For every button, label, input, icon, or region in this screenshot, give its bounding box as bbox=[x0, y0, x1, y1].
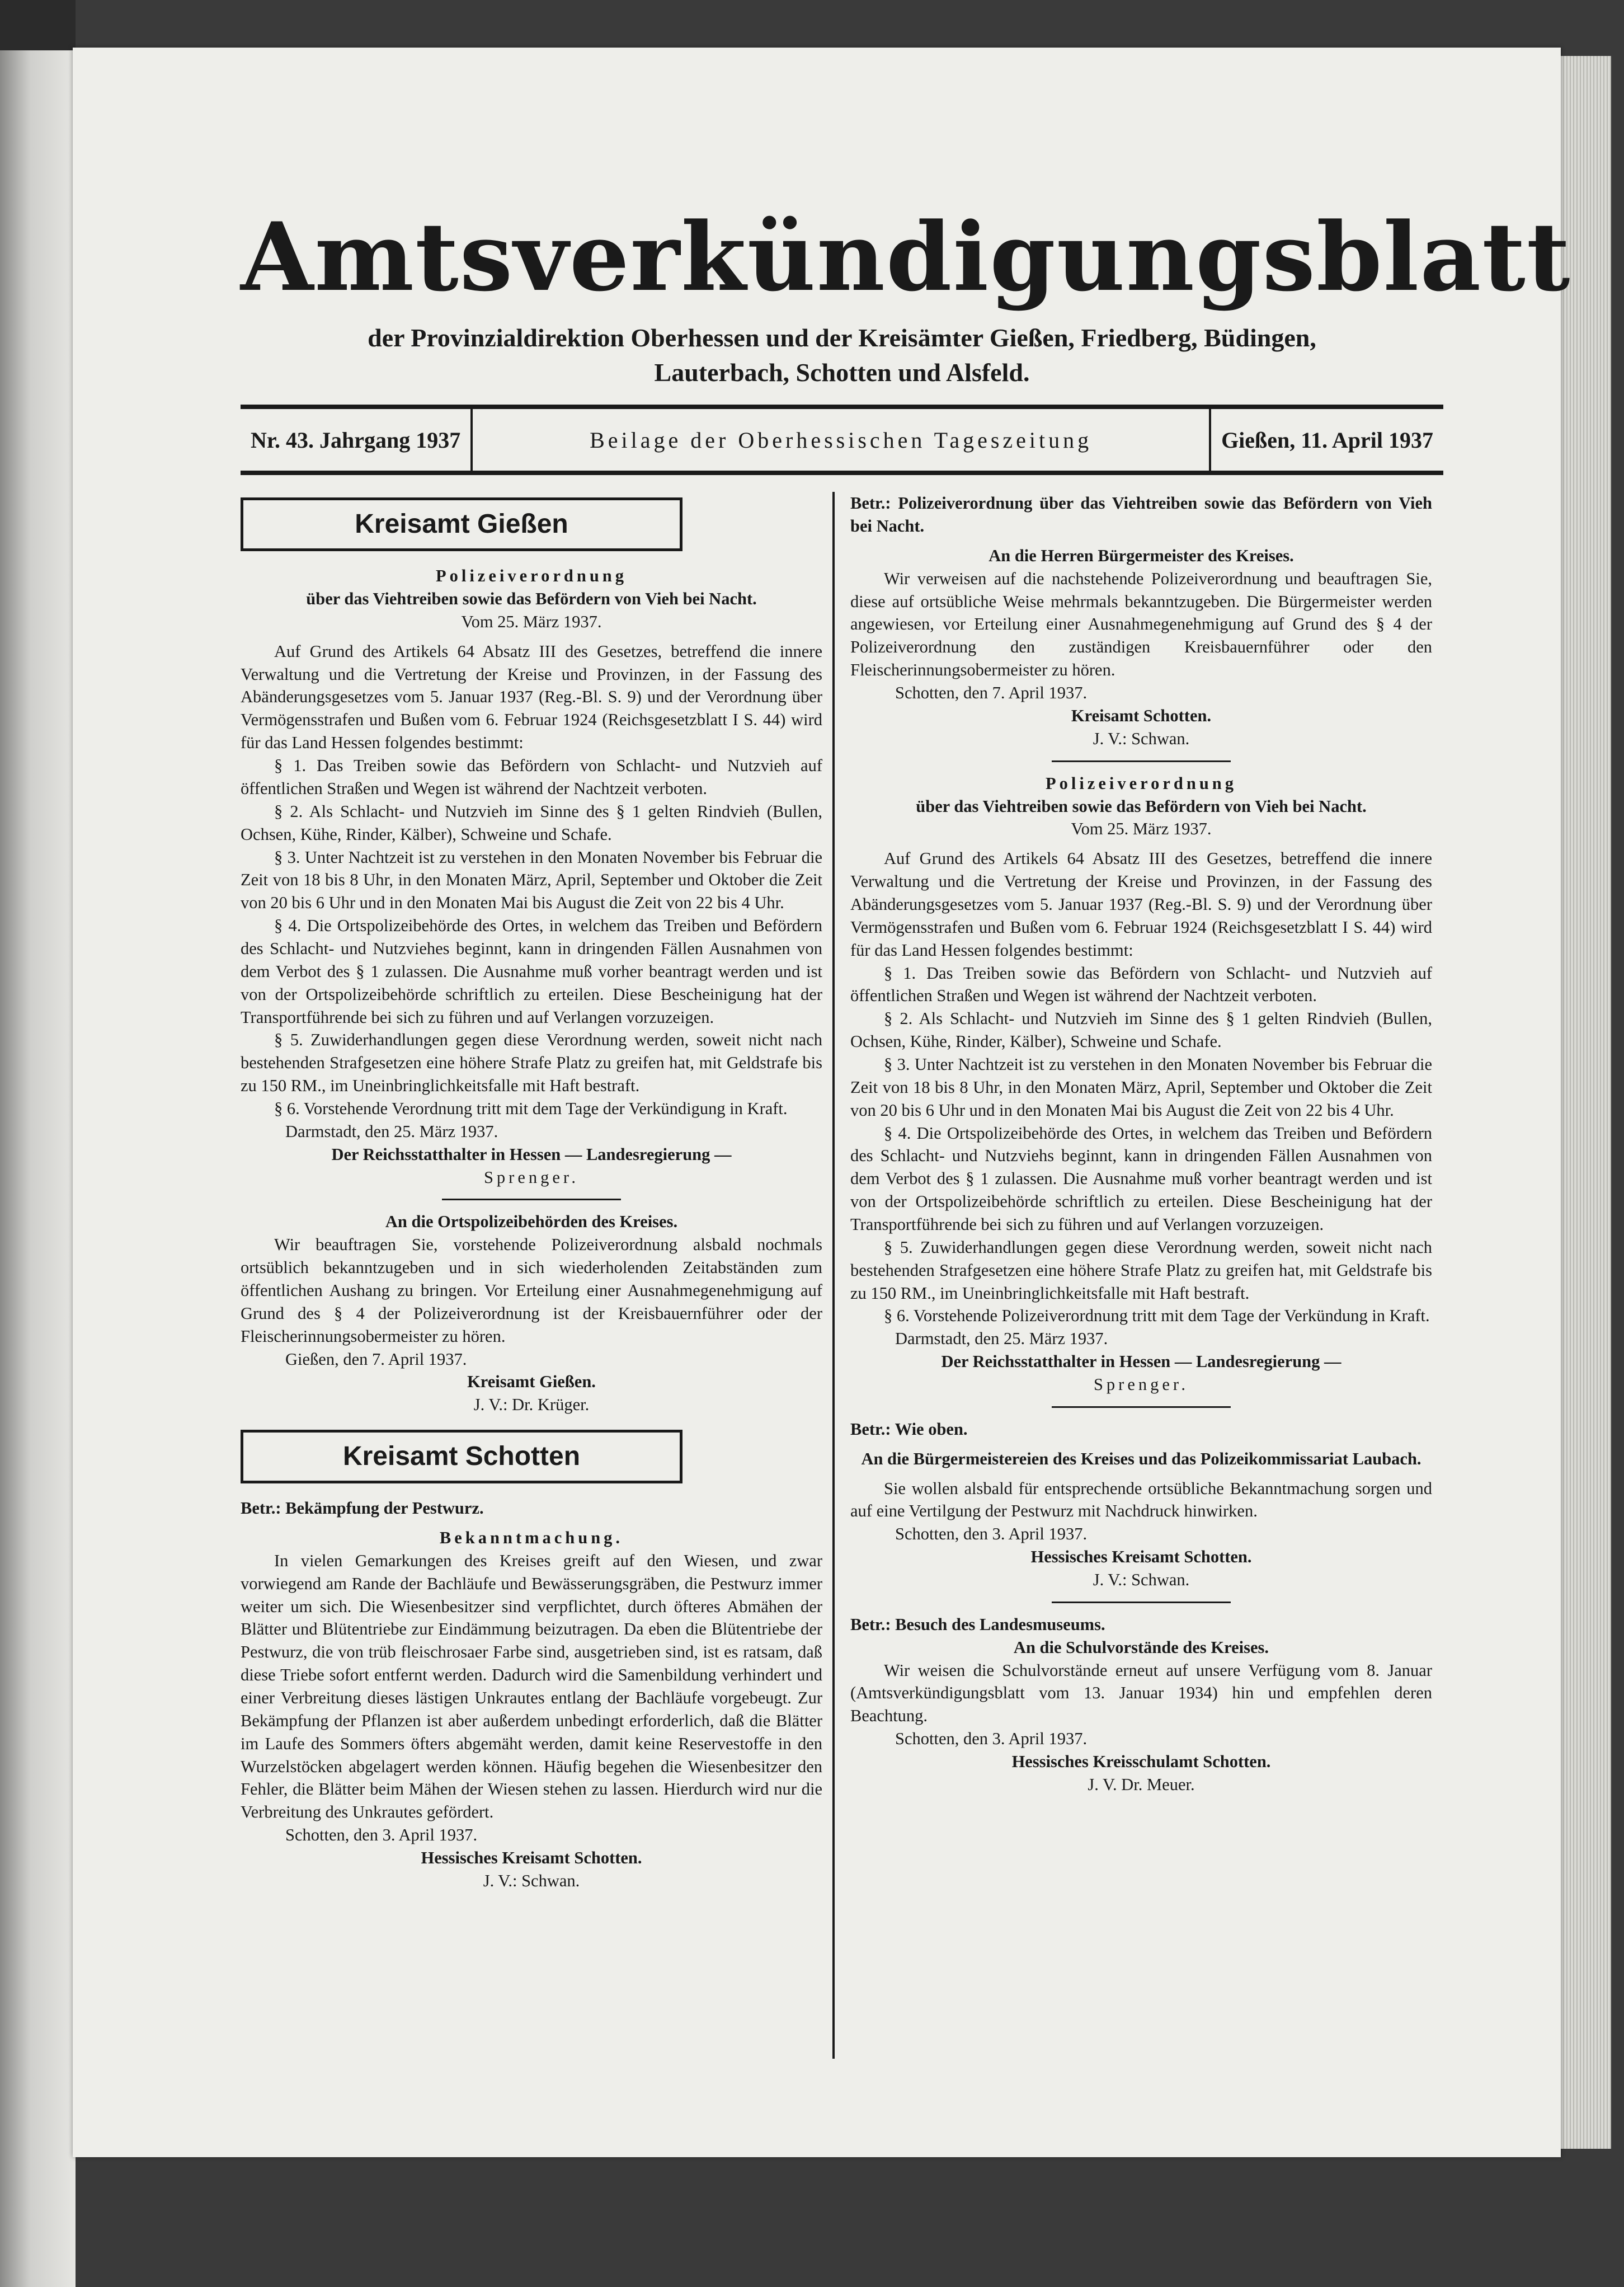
issue-info-bar bbox=[241, 409, 1443, 475]
paragraph-5: § 5. Zuwiderhandlungen gegen diese Verordnung werden, soweit nicht nach bestehenden Strafgesetzen eine höhere Strafe Platz zu greifen hat, mit Geldstrafe bis zu 150 RM., im Uneinbringlichkeitsfalle mit Haft bestraft. bbox=[241, 1030, 822, 1096]
masthead-subtitle bbox=[285, 321, 1399, 390]
page-content bbox=[241, 199, 1571, 1892]
paragraph-3: § 3. Unter Nachtzeit ist zu verstehen in den Monaten November bis Februar die Zeit von 18 bis 8 Uhr, in den Monaten März, April, September und Oktober die Zeit von 20 bis 6 Uhr und in den Monaten Mai bis August die Zeit von 22 bis 4 Uhr. bbox=[241, 847, 822, 913]
subtitle-line-2: Lauterbach, Schotten und Alsfeld. bbox=[654, 358, 1030, 387]
announcement-text: In vielen Gemarkungen des Kreises greift auf den Wiesen, und zwar vorwiegend am Rande der Bachläufe und Bewässerungsgräben, die Pestwurz immer weiter um sich. Die Wiesenbesitzer sind verpflichtet, durch öfteres Abmähen der Blätter und Blütentriebe zur Eindämmung beizutragen. Da eben die Blütentriebe der Pestwurz, die von trüb fleischrosaer Farbe sind, ausgetrieben sind, ist es ratsam, daß diese Triebe sofort entfernt werden. Dadurch wird die Samenbildung verhindert und einer Verbreitung dieses lästigen Unkrautes entlang der Bachläufe vorgebeugt. Zur Bekämpfung der Pflanzen ist aber außerdem unbedingt erforderlich, daß die Blätter im Laufe des Sommers öfters abgemäht werden, damit keine Reservestoffe in den Wurzelstöcken abgelagert werden können. Häufig begehen die Wiesenbesitzer den Fehler, die Blätter beim Mähen der Wiesen stehen zu lassen. Hierdurch wird nur die Verbreitung des Unkrautes gefördert. bbox=[241, 1551, 822, 1822]
ordinance-date: Vom 25. März 1937. bbox=[461, 612, 602, 631]
addressee-title: An die Herren Bürgermeister des Kreises. bbox=[988, 546, 1294, 565]
addressee-office: Kreisamt Schotten. bbox=[1071, 706, 1212, 725]
supplement-note: Beilage der Oberhessischen Tageszeitung bbox=[590, 427, 1093, 453]
newspaper-page bbox=[73, 48, 1571, 2157]
addressee-text: Wir verweisen auf die nachstehende Polizeiverordnung und beauftragen Sie, diese auf ortsübliche Weise mehrmals bekanntzugeben. Die Bürgermeister werden angewiesen, vor Erteilung einer Ausnahmegenehmigung auf Grund des § 4 der Polizeiverordnung den zuständigen Kreisbauernführer oder den Fleischerinnungsobermeister zu hören. bbox=[850, 569, 1432, 680]
addressee-place-date: Schotten, den 3. April 1937. bbox=[895, 1729, 1088, 1749]
signature-place-date: Darmstadt, den 25. März 1937. bbox=[285, 1121, 498, 1141]
subject-line: Betr.: Bekämpfung der Pestwurz. bbox=[241, 1499, 484, 1518]
addressee-title: An die Ortspolizeibehörden des Kreises. bbox=[385, 1212, 678, 1232]
right-column bbox=[836, 492, 1432, 1892]
signature-office: Der Reichsstatthalter in Hessen — Landesregierung — bbox=[941, 1352, 1341, 1372]
ordinance-date: Vom 25. März 1937. bbox=[1071, 819, 1212, 839]
ordinance-subject: über das Viehtreiben sowie das Befördern von Vieh bei Nacht. bbox=[916, 796, 1367, 816]
announcement-signatory: J. V.: Schwan. bbox=[483, 1871, 580, 1890]
signature-office: Der Reichsstatthalter in Hessen — Landesregierung — bbox=[331, 1144, 732, 1164]
paragraph-3: § 3. Unter Nachtzeit ist zu verstehen in den Monaten November bis Februar die Zeit von 18 bis 8 Uhr, in den Monaten März, April, September und Oktober die Zeit von 20 bis 6 Uhr und in den Monaten Mai bis August die Zeit von 22 bis 4 Uhr. bbox=[850, 1054, 1432, 1120]
column-divider bbox=[832, 492, 835, 2059]
addressee-title: An die Bürgermeistereien des Kreises und das Polizeikommissariat Laubach. bbox=[861, 1449, 1421, 1468]
signature-name: Sprenger. bbox=[483, 1167, 580, 1187]
signature-name: Sprenger. bbox=[1093, 1374, 1189, 1394]
addressee-place-date: Schotten, den 3. April 1937. bbox=[895, 1524, 1088, 1544]
ordinance-subject: über das Viehtreiben sowie das Befördern von Vieh bei Nacht. bbox=[306, 589, 757, 609]
addressee-title: An die Schulvorstände des Kreises. bbox=[1013, 1637, 1269, 1657]
subject-line: Betr.: Besuch des Landesmuseums. bbox=[850, 1614, 1105, 1634]
announcement-title: Bekanntmachung. bbox=[439, 1528, 624, 1547]
addressee-signatory: J. V.: Schwan. bbox=[1093, 1570, 1190, 1589]
addressee-text: Wir weisen die Schulvorstände erneut auf unsere Verfügung vom 8. Januar (Amtsverkündigungsblatt vom 13. Januar 1934) hin und empfehlen deren Beachtung. bbox=[850, 1660, 1432, 1726]
addressee-text: Sie wollen alsbald für entsprechende ortsübliche Bekanntmachung sorgen und auf eine Vertilgung der Pestwurz mit Nachdruck hinwirken. bbox=[850, 1478, 1432, 1521]
section-box-kreisamt-giessen: Kreisamt Gießen bbox=[241, 497, 682, 551]
paragraph-5: § 5. Zuwiderhandlungen gegen diese Verordnung werden, soweit nicht nach bestehenden Strafgesetzen eine höhere Strafe Platz zu greifen hat, mit Geldstrafe bis zu 150 RM., im Uneinbringlichkeitsfalle mit Haft bestraft. bbox=[850, 1237, 1432, 1303]
addressee-place-date: Schotten, den 7. April 1937. bbox=[895, 683, 1088, 703]
section-rule bbox=[442, 1199, 621, 1200]
ordinance-title: Polizeiverordnung bbox=[435, 566, 628, 586]
signature-place-date: Darmstadt, den 25. März 1937. bbox=[895, 1329, 1108, 1349]
subtitle-line-1: der Provinzialdirektion Oberhessen und der Kreisämter Gießen, Friedberg, Büdingen, bbox=[368, 323, 1316, 352]
paragraph-6: § 6. Vorstehende Polizeiverordnung tritt mit dem Tage der Verkündung in Kraft. bbox=[884, 1306, 1430, 1326]
issue-place-date: Gießen, 11. April 1937 bbox=[1221, 427, 1433, 453]
paragraph-4: § 4. Die Ortspolizeibehörde des Ortes, in welchem das Treiben und Befördern des Schlacht- und Nutzviehes beginnt, kann in dringenden Fällen Ausnahmen von dem Verbot des § 1 zulassen. Die Ausnahme muß vorher beantragt werden und ist von der Ortspolizeibehörde schriftlich zu erteilen. Diese Bescheinigung hat der Transportführende bei sich zu führen und auf Verlangen vorzuzeigen. bbox=[241, 916, 822, 1027]
section-rule bbox=[1052, 1406, 1231, 1408]
addressee-office: Hessisches Kreisamt Schotten. bbox=[1030, 1547, 1252, 1567]
paragraph-1: § 1. Das Treiben sowie das Befördern von Schlacht- und Nutzvieh auf öffentlichen Straßen und Wegen ist während der Nachtzeit verboten. bbox=[850, 963, 1432, 1006]
paragraph-6: § 6. Vorstehende Verordnung tritt mit dem Tage der Verkündigung in Kraft. bbox=[274, 1098, 788, 1118]
paragraph-1: § 1. Das Treiben sowie das Befördern von Schlacht- und Nutzvieh auf öffentlichen Straßen und Wegen ist während der Nachtzeit verboten. bbox=[241, 756, 822, 798]
masthead-title: Amtsverkündigungsblatt bbox=[241, 201, 1571, 312]
paragraph-2: § 2. Als Schlacht- und Nutzvieh im Sinne des § 1 gelten Rindvieh (Bullen, Ochsen, Kühe, Rinder, Kälber), Schweine und Schafe. bbox=[850, 1009, 1432, 1051]
addressee-signatory: J. V.: Dr. Krüger. bbox=[473, 1395, 590, 1415]
subject-line: Betr.: Wie oben. bbox=[850, 1419, 968, 1439]
ordinance-intro: Auf Grund des Artikels 64 Absatz III des Gesetzes, betreffend die innere Verwaltung und die Vertretung der Kreise und Provinzen, in der Fassung des Abänderungsgesetzes vom 5. Januar 1937 (Reg.-Bl. S. 9) und der Verordnung über Vermögensstrafen und Bußen vom 6. Februar 1924 (Reichsgesetzblatt I S. 44) wird für das Land Hessen folgendes bestimmt: bbox=[850, 849, 1432, 960]
announcement-place-date: Schotten, den 3. April 1937. bbox=[285, 1825, 478, 1845]
paragraph-4: § 4. Die Ortspolizeibehörde des Ortes, in welchem das Treiben und Befördern des Schlacht- und Nutzviehs beginnt, kann in dringenden Fällen Ausnahmen von dem Verbot des § 1 zulassen. Die Ausnahme muß vorher beantragt werden und ist von der Ortspolizeibehörde schriftlich zu erteilen. Diese Bescheinigung hat der Transportführende bei sich zu führen und auf Verlangen vorzuzeigen. bbox=[850, 1123, 1432, 1234]
addressee-place-date: Gießen, den 7. April 1937. bbox=[285, 1349, 467, 1369]
header-rule bbox=[241, 405, 1443, 409]
paragraph-2: § 2. Als Schlacht- und Nutzvieh im Sinne des § 1 gelten Rindvieh (Bullen, Ochsen, Kühe, Rinder, Kälber), Schweine und Schafe. bbox=[241, 801, 822, 844]
addressee-office: Kreisamt Gießen. bbox=[467, 1372, 596, 1392]
addressee-text: Wir beauftragen Sie, vorstehende Polizeiverordnung alsbald nochmals ortsüblich bekanntzugeben und in sich wiederholenden Zeitabständen zum öffentlichen Aushang zu bringen. Vor Erteilung einer Ausnahmegenehmigung auf Grund des § 4 der Polizeiverordnung ist der Kreisbauernführer oder der Fleischerinnungsobermeister zu hören. bbox=[241, 1235, 822, 1346]
section-rule bbox=[1052, 760, 1231, 762]
announcement-office: Hessisches Kreisamt Schotten. bbox=[421, 1848, 642, 1868]
addressee-signatory: J. V.: Schwan. bbox=[1093, 729, 1190, 748]
issue-number: Nr. 43. Jahrgang 1937 bbox=[251, 427, 461, 453]
subject-line: Betr.: Polizeiverordnung über das Viehtreiben sowie das Befördern von Vieh bei Nacht. bbox=[850, 494, 1432, 536]
addressee-signatory: J. V. Dr. Meuer. bbox=[1088, 1774, 1195, 1794]
left-column bbox=[241, 492, 836, 1892]
ordinance-title: Polizeiverordnung bbox=[1045, 773, 1237, 793]
section-rule bbox=[1052, 1602, 1231, 1603]
section-box-kreisamt-schotten: Kreisamt Schotten bbox=[241, 1430, 682, 1483]
facing-page-edge bbox=[0, 50, 76, 2287]
ordinance-intro: Auf Grund des Artikels 64 Absatz III des Gesetzes, betreffend die innere Verwaltung und die Vertretung der Kreise und Provinzen, in der Fassung des Abänderungsgesetzes vom 5. Januar 1937 (Reg.-Bl. S. 9) und der Verordnung über Vermögensstrafen und Bußen vom 6. Februar 1924 (Reichsgesetzblatt I S. 44) wird für das Land Hessen folgendes bestimmt: bbox=[241, 641, 822, 753]
addressee-office: Hessisches Kreisschulamt Schotten. bbox=[1011, 1752, 1271, 1772]
columns bbox=[241, 492, 1443, 1892]
